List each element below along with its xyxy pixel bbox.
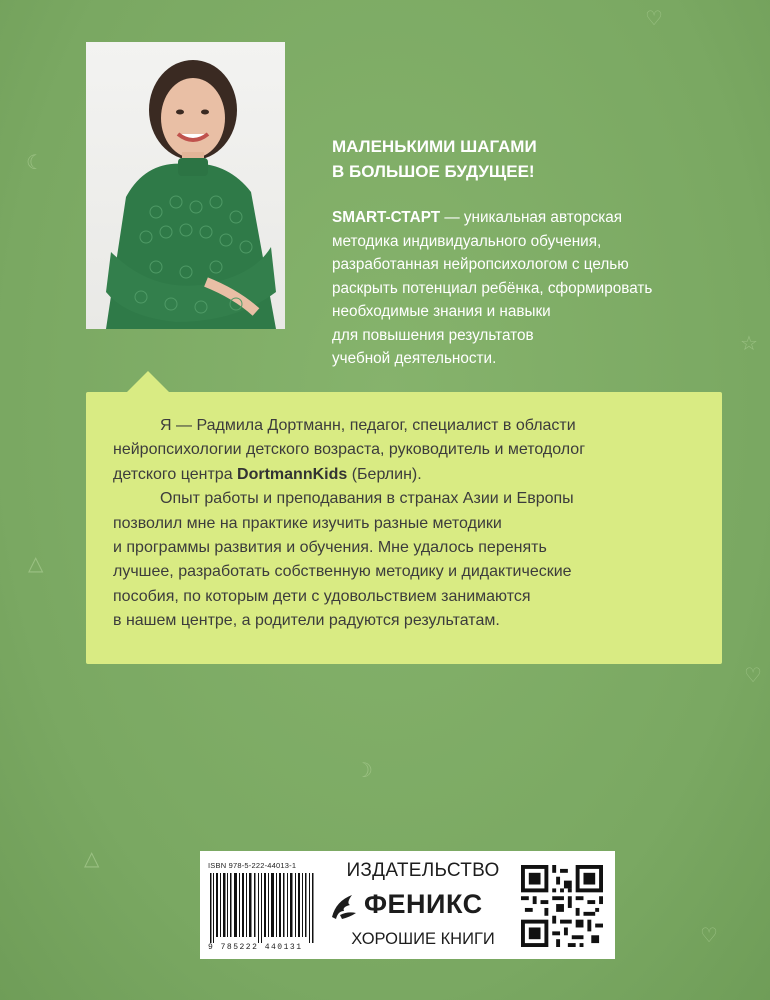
moon-icon: ☾: [26, 150, 44, 174]
speech-bubble-tail: [126, 371, 170, 393]
moon-icon: ☽: [355, 758, 373, 782]
intro-line: [332, 206, 742, 230]
bio-line-suffix: (Берлин).: [347, 465, 422, 483]
bio-line: нейропсихологии детского возраста, руководитель и методолог: [113, 441, 586, 459]
publisher-label: ИЗДАТЕЛЬСТВО: [346, 860, 500, 881]
intro-line: методика индивидуального обучения,: [332, 232, 602, 250]
heart-icon: ♡: [700, 923, 718, 947]
heart-icon: ♡: [744, 663, 762, 687]
bio-line: и программы развития и обучения. Мне удалось перенять: [113, 539, 547, 557]
headline: [332, 134, 732, 184]
star-icon: ☆: [740, 331, 758, 355]
triangle-icon: △: [84, 846, 100, 870]
heart-icon: ♡: [645, 6, 663, 30]
bio-line: Я — Радмила Дортманн, педагог, специалист в области: [160, 417, 576, 434]
headline-line: МАЛЕНЬКИМИ ШАГАМИ: [332, 137, 537, 156]
intro-line: учебной деятельности.: [332, 350, 497, 367]
bio-line-prefix: детского центра: [113, 465, 238, 483]
intro-line: разработанная нейропсихологом с целью: [332, 256, 629, 273]
publisher-logo: [328, 889, 523, 923]
barcode-number: 9 785222 440131: [208, 943, 303, 952]
center-name: DortmannKids: [237, 465, 348, 483]
publisher-name: ФЕНИКС: [364, 889, 483, 919]
author-photo: [86, 42, 285, 329]
author-bio: [113, 414, 713, 634]
intro-line: раскрыть потенциал ребёнка, сформировать: [332, 279, 653, 297]
intro-line-rest: — уникальная авторская: [440, 209, 623, 226]
bio-line: в нашем центре, а родители радуются результатам.: [113, 612, 500, 630]
bio-line: позволил мне на практике изучить разные методики: [113, 514, 502, 532]
intro-paragraph: [332, 206, 742, 371]
bio-line: [113, 463, 713, 487]
brand-name: SMART-СТАРТ: [332, 209, 441, 226]
intro-line: для повышения результатов: [332, 326, 534, 344]
phoenix-logo-icon: [328, 891, 360, 923]
publisher-slogan: ХОРОШИЕ КНИГИ: [351, 930, 495, 948]
isbn-label: ISBN 978-5-222-44013-1: [208, 861, 297, 870]
triangle-icon: △: [28, 551, 44, 575]
imprint-box: [200, 851, 615, 959]
intro-line: необходимые знания и навыки: [332, 303, 551, 320]
barcode-icon: [210, 873, 314, 943]
bio-line: лучшее, разработать собственную методику и дидактические: [113, 563, 572, 581]
qr-code-icon: [521, 865, 603, 947]
bio-line: пособия, по которым дети с удовольствием занимаются: [113, 587, 531, 605]
bio-line: Опыт работы и преподавания в странах Азии и Европы: [160, 490, 574, 508]
headline-line: В БОЛЬШОЕ БУДУЩЕЕ!: [332, 162, 535, 181]
